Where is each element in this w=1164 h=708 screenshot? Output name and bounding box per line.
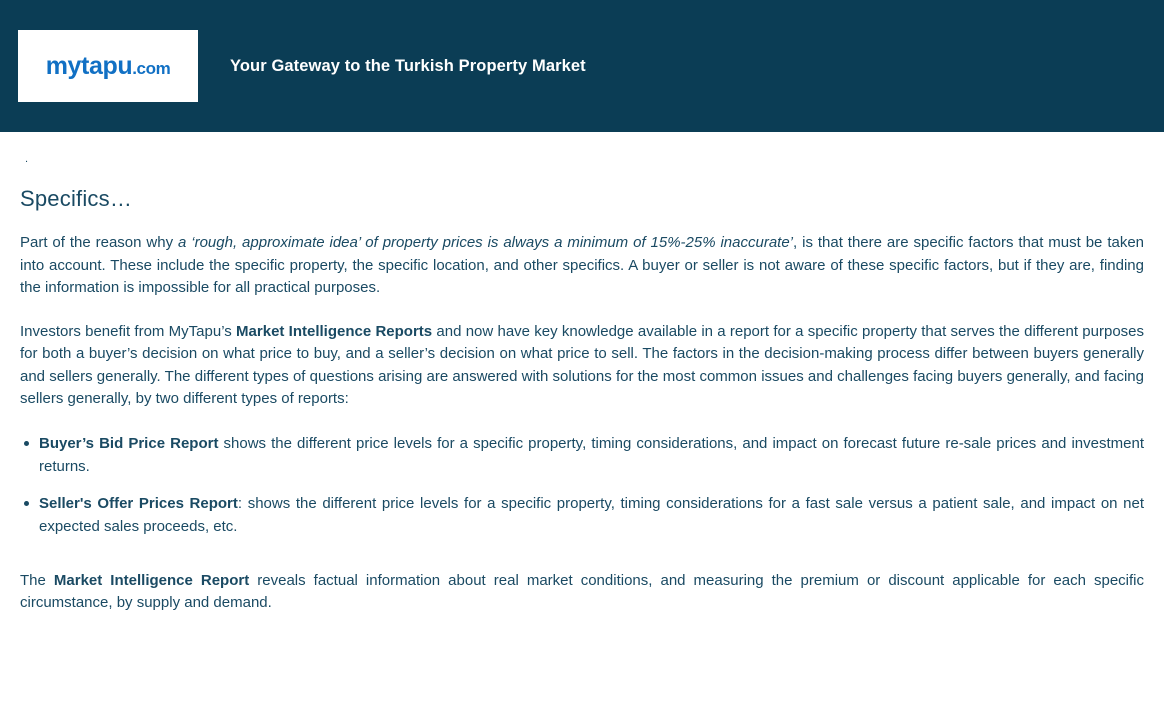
paragraph-conclusion-bold: Market Intelligence Report <box>53 571 250 589</box>
paragraph-conclusion-part-a: The <box>20 571 54 589</box>
list-item-text: shows the different price levels for a specific property, timing considerations, and impact on forecast future re-sale prices and investment returns. <box>39 434 1145 475</box>
paragraph-intro-part-b: , is that there are specific factors that must be taken into account. These include the specific property, the specific location, and other specifics. A buyer or seller is not aware of these specific factors, but if they are, finding the information is impossible for all practical purposes. <box>20 234 1145 296</box>
paragraph-intro-part-a: Part of the reason why <box>20 234 178 251</box>
paragraph-reports-part-a: Investors benefit from MyTapu’s <box>20 322 237 340</box>
logo-text <box>46 52 171 81</box>
logo-tld: .com <box>132 58 171 78</box>
paragraph-reports-bold: Market Intelligence Reports <box>236 322 433 340</box>
paragraph-intro-italic: a ‘rough, approximate idea’ of property prices is always a minimum of 15%-25% inaccurate’ <box>178 234 794 251</box>
list-item-title: Buyer’s Bid Price Report <box>39 434 219 452</box>
list-item <box>20 432 1144 478</box>
logo-name: mytapu <box>45 51 133 80</box>
paragraph-intro <box>20 232 1144 300</box>
list-item-title: Seller's Offer Prices Report <box>39 494 238 512</box>
paragraph-conclusion <box>20 570 1144 615</box>
page-title: Specifics… <box>20 186 133 211</box>
stray-mark: . <box>25 153 29 165</box>
paragraph-reports-part-b: and now have key knowledge available in a report for a specific property that serves the different purposes for both a buyer’s decision on what price to buy, and a seller’s decision on what price to sell. The factors in the decision-making process differ between buyers generally and sellers generally. The different types of questions arising are answered with solutions for the most common issues and challenges facing buyers generally, and facing sellers generally, by two different types of reports: <box>20 322 1145 407</box>
site-header <box>0 0 1164 132</box>
paragraph-conclusion-part-b: reveals factual information about real market conditions, and measuring the premium or discount applicable for each specific circumstance, by supply and demand. <box>20 571 1145 611</box>
document-body <box>0 132 1164 615</box>
site-logo[interactable] <box>18 30 198 102</box>
paragraph-reports <box>20 321 1144 411</box>
list-paragraph-gap <box>20 559 1144 570</box>
list-item <box>20 492 1144 538</box>
list-item-text: : shows the different price levels for a specific property, timing considerations for a fast sale versus a patient sale, and impact on net expected sales proceeds, etc. <box>39 494 1145 535</box>
site-tagline: Your Gateway to the Turkish Property Market <box>230 56 586 75</box>
report-types-list <box>20 432 1144 538</box>
